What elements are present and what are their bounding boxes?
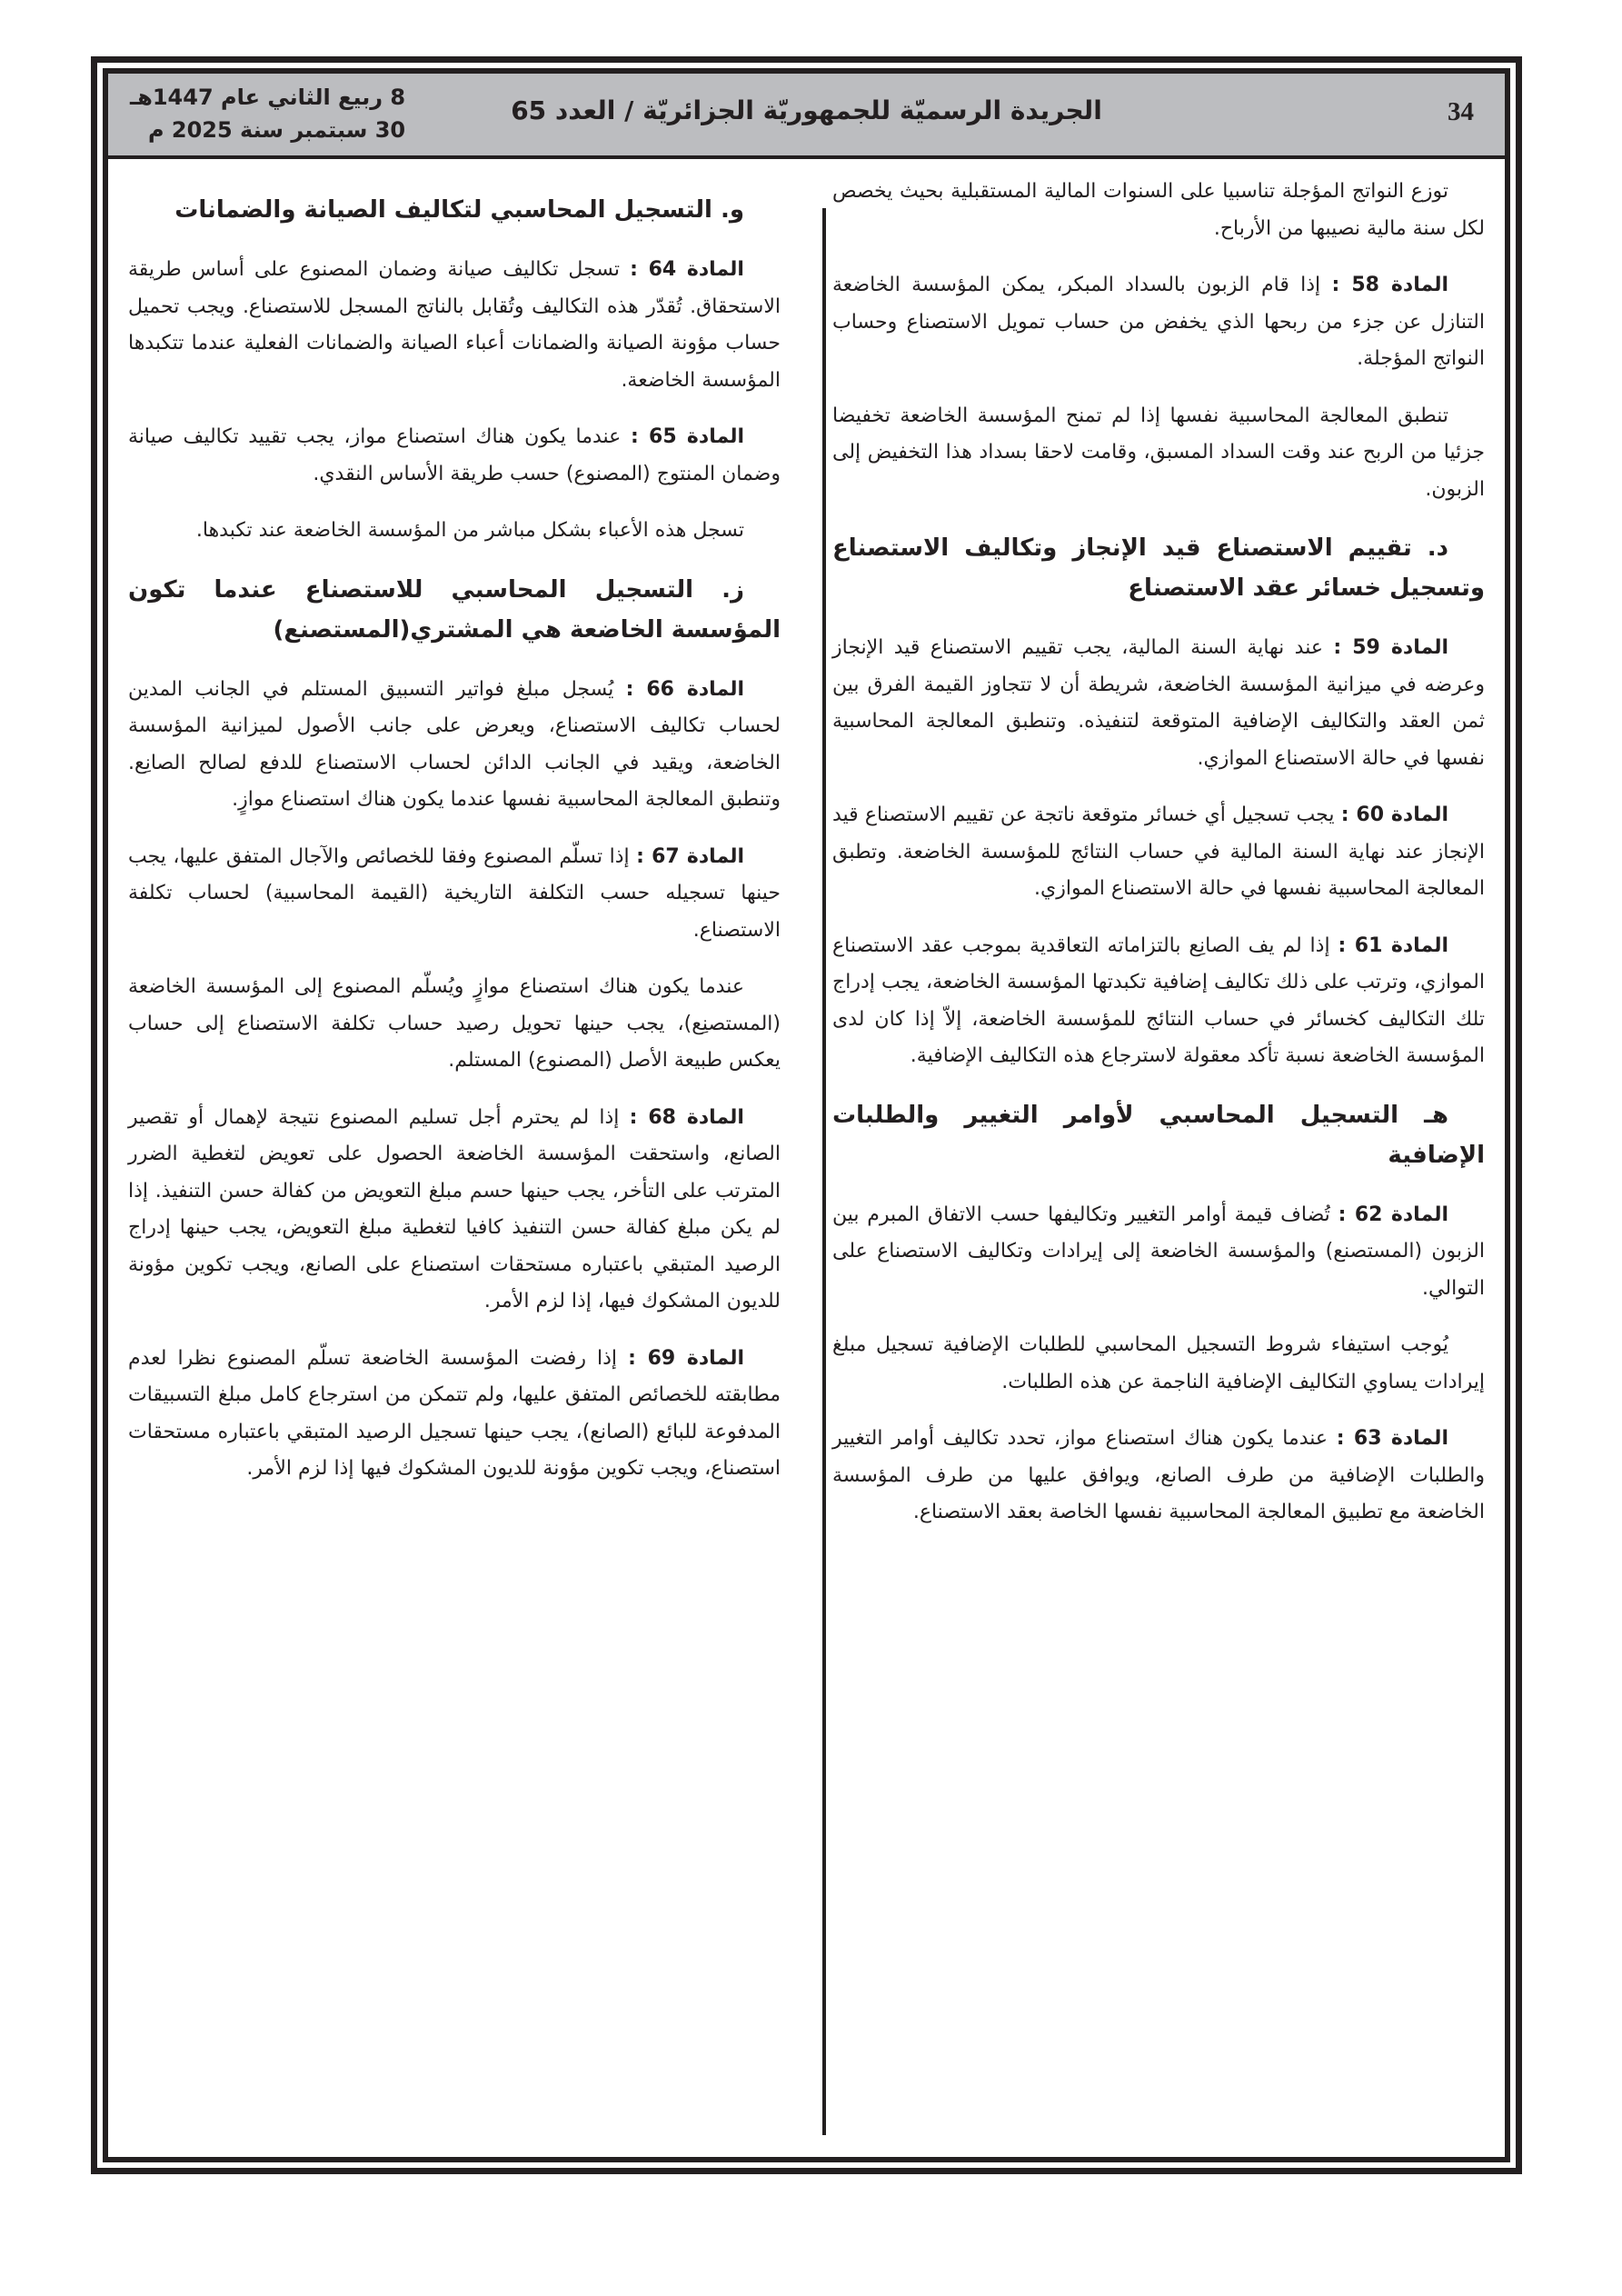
paragraph: يُوجب استيفاء شروط التسجيل المحاسبي للطلبات الإضافية تسجيل مبلغ إيرادات يساوي التكاليف الإضافية الناجمة عن هذه الطلبات.: [832, 1333, 1485, 1393]
paragraph: عندما يكون هناك استصناع موازٍ ويُسلّم المصنوع إلى المؤسسة الخاضعة (المستصنِع)، يجب حينها تحويل رصيد حساب تكلفة الاستصناع إلى حساب يعكس طبيعة الأصل (المصنوع) المستلم.: [128, 975, 781, 1072]
article-label: المادة 65 :: [630, 425, 745, 448]
page-inner-frame: [103, 68, 1510, 2162]
article-59: [832, 630, 1485, 777]
paragraph: تنطبق المعالجة المحاسبية نفسها إذا لم تمنح المؤسسة الخاضعة تخفيضا جزئيا من الربح عند وقت السداد المسبق، وقامت لاحقا بسداد هذا التخفيض إلى الزبون.: [832, 404, 1485, 501]
article-label: المادة 63 :: [1336, 1427, 1448, 1450]
right-column: [832, 174, 1485, 1552]
article-label: المادة 66 :: [625, 677, 744, 701]
article-label: المادة 67 :: [636, 844, 744, 868]
article-text: عند نهاية السنة المالية، يجب تقييم الاستصناع قيد الإنجاز وعرضه في ميزانية المؤسسة الخاضعة، شريطة أن لا تتجاوز القيمة الفرق بين ثمن العقد والتكاليف الإضافية المتوقعة لتنفيذه. وتنطبق المعالجة المحاسبية نفسها في حالة الاستصناع الموازي.: [832, 636, 1485, 770]
article-text: يُسجل مبلغ فواتير التسبيق المستلم في الجانب المدين لحساب تكاليف الاستصناع، ويعرض على جانب الأصول لميزانية المؤسسة الخاضعة، ويقيد في الجانب الدائن لحساب الاستصناع للدفع لصالح الصانِع. وتنطبق المعالجة المحاسبية نفسها عندما يكون هناك استصناع موازٍ.: [128, 677, 781, 811]
article-68: [128, 1100, 781, 1321]
article-text: إذا لم يف الصانِع بالتزاماته التعاقدية بموجب عقد الاستصناع الموازي، وترتب على ذلك تكاليف إضافية تكبدتها المؤسسة الخاضعة، يجب إدراج تلك التكاليف كخسائر في حساب النتائج للمؤسسة الخاضعة، إلاّ إذا كان لدى المؤسسة الخاضعة نسبة تأكد معقولة لاسترجاع هذه التكاليف الإضافية.: [832, 933, 1485, 1067]
date-gregorian: 30 سبتمبر سنة 2025 م: [147, 117, 406, 143]
columns: [128, 174, 1485, 2130]
article-label: المادة 64 :: [630, 258, 744, 281]
article-65: [128, 419, 781, 493]
header-date: [130, 81, 405, 146]
page-header: [108, 74, 1505, 159]
article-text: يجب تسجيل أي خسائر متوقعة ناتجة عن تقييم الاستصناع قيد الإنجاز عند نهاية السنة المالية في حساب النتائج للمؤسسة الخاضعة. وتطبق المعالجة المحاسبية نفسها في حالة الاستصناع الموازي.: [832, 804, 1485, 900]
left-column: [128, 174, 781, 1508]
article-text: تسجل تكاليف صيانة وضمان المصنوع على أساس طريقة الاستحقاق. تُقدّر هذه التكاليف وتُقابل بالناتج المسجل للاستصناع. ويجب تحميل حساب مؤونة الصيانة والضمانات أعباء الصيانة والضمانات الفعلية عندما تتكبدها المؤسسة الخاضعة.: [128, 258, 781, 392]
article-58: [832, 267, 1485, 378]
article-text: إذا تسلّم المصنوع وفقا للخصائص والآجال المتفق عليها، يجب حينها تسجيله حسب التكلفة التاريخية (القيمة المحاسبية) لحساب تكلفة الاستصناع.: [128, 844, 781, 942]
page-frame: [91, 56, 1522, 2174]
article-text: عندما يكون هناك استصناع مواز، يجب تقييد تكاليف صيانة وضمان المنتوج (المصنوع) حسب طريقة الأساس النقدي.: [128, 425, 781, 485]
date-hijri: 8 ربيع الثاني عام 1447هـ: [130, 85, 406, 110]
article-60: [832, 797, 1485, 908]
article-63: [832, 1421, 1485, 1532]
page-number: 34: [1448, 97, 1474, 126]
article-67: [128, 839, 781, 950]
gazette-title: الجريدة الرسميّة للجمهوريّة الجزائريّة / العدد 65: [511, 95, 1102, 125]
article-text: تُضاف قيمة أوامر التغيير وتكاليفها حسب الاتفاق المبرم بين الزبون (المستصنع) والمؤسسة الخاضعة إلى إيرادات وتكاليف الاستصناع على التوالي.: [832, 1203, 1485, 1300]
article-label: المادة 69 :: [628, 1346, 744, 1370]
article-label: المادة 61 :: [1338, 933, 1448, 957]
article-text: إذا لم يحترم أجل تسليم المصنوع نتيجة لإهمال أو تقصير الصانع، واستحقت المؤسسة الخاضعة الحصول على تعويض لتغطية الضرر المترتب على التأخر، يجب حينها حسم مبلغ التعويض من كفالة حسن التنفيذ. إذا لم يكن مبلغ كفالة حسن التنفيذ كافيا لتغطية مبلغ التعويض، يجب حينها إدراج الرصيد المتبقي باعتباره مستحقات استصناع على الصانع، ويجب تكوين مؤونة للديون المشكوك فيها، إذا لزم الأمر.: [128, 1105, 781, 1313]
section-heading-h: هـ التسجيل المحاسبي لأوامر التغيير والطلبات الإضافية: [832, 1101, 1485, 1169]
article-text: إذا رفضت المؤسسة الخاضعة تسلّم المصنوع نظرا لعدم مطابقته للخصائص المتفق عليها، ولم تتمكن من استرجاع كامل مبلغ التسبيقات المدفوعة للبائع (الصانع)، يجب حينها تسجيل الرصيد المتبقي باعتباره مستحقات استصناع، ويجب تكوين مؤونة للديون المشكوك فيها إذا لزم الأمر.: [128, 1346, 781, 1480]
paragraph: توزع النواتج المؤجلة تناسبيا على السنوات المالية المستقبلية بحيث يخصص لكل سنة مالية نصيبها من الأرباح.: [832, 180, 1485, 240]
article-62: [832, 1197, 1485, 1308]
article-64: [128, 252, 781, 399]
article-label: المادة 68 :: [629, 1105, 744, 1129]
article-label: المادة 62 :: [1338, 1203, 1448, 1226]
article-69: [128, 1341, 781, 1488]
article-text: إذا قام الزبون بالسداد المبكر، يمكن المؤسسة الخاضعة التنازل عن جزء من ربحها الذي يخفض من حساب تمويل الاستصناع وحساب النواتج المؤجلة.: [832, 274, 1485, 370]
column-divider: [822, 208, 826, 2135]
section-heading-d: د. تقييم الاستصناع قيد الإنجاز وتكاليف الاستصناع وتسجيل خسائر عقد الاستصناع: [832, 534, 1485, 602]
article-66: [128, 672, 781, 819]
article-text: عندما يكون هناك استصناع مواز، تحدد تكاليف أوامر التغيير والطلبات الإضافية من طرف الصانع، ويوافق عليها من طرف المؤسسة الخاضعة مع تطبيق المعالجة المحاسبية نفسها الخاصة بعقد الاستصناع.: [832, 1427, 1485, 1523]
paragraph: تسجل هذه الأعباء بشكل مباشر من المؤسسة الخاضعة عند تكبدها.: [195, 519, 744, 542]
article-label: المادة 59 :: [1333, 636, 1449, 659]
article-label: المادة 58 :: [1331, 274, 1449, 296]
article-label: المادة 60 :: [1340, 804, 1448, 826]
article-61: [832, 928, 1485, 1075]
section-heading-z: ز. التسجيل المحاسبي للاستصناع عندما تكون المؤسسة الخاضعة هي المشتري(المستصنع): [128, 575, 781, 644]
section-heading-w: و. التسجيل المحاسبي لتكاليف الصيانة والضمانات: [174, 196, 744, 224]
